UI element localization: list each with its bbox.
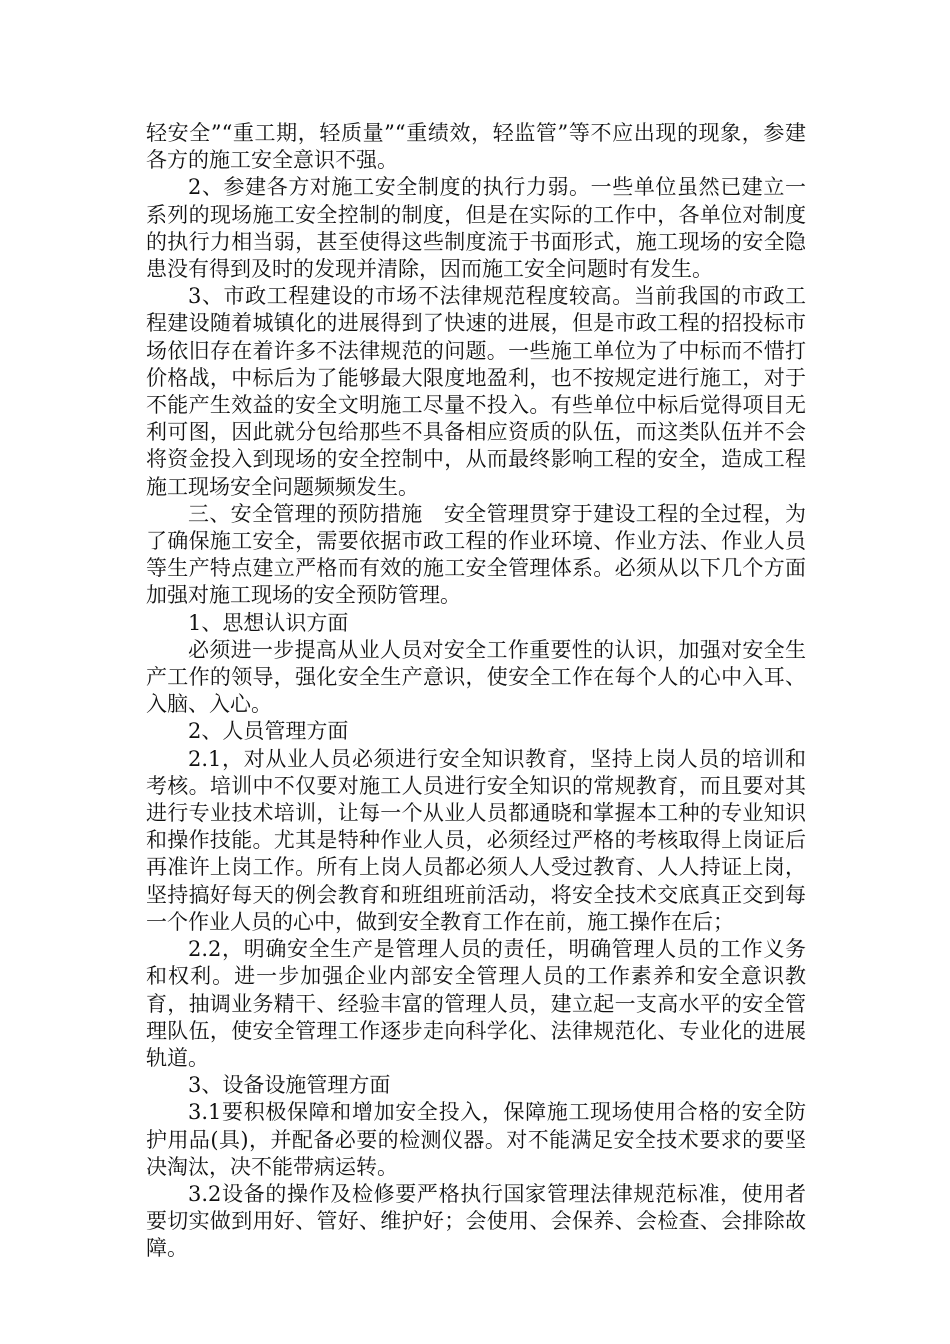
heading-ideology: 1、思想认识方面 [188,610,349,635]
paragraph-personnel-2-2: 2.2，明确安全生产是管理人员的责任，明确管理人员的工作义务和权利。进一步加强企业内部安全管理人员的工作素养和安全意识教育，抽调业务精干、经验丰富的管理人员，建立起一支高水平的安全管理队伍，使安全管理工作逐步走向科学化、法律规范化、专业化的进展轨道。 [146,937,806,1070]
paragraph-ideology: 必须进一步提高从业人员对安全工作重要性的认识，加强对安全生产工作的领导，强化安全生产意识，使安全工作在每个人的心中入耳、入脑、入心。 [146,637,806,717]
document-body [146,120,806,1263]
paragraph-market-irregular: 3、市政工程建设的市场不法律规范程度较高。当前我国的市政工程建设随着城镇化的进展得到了快速的进展，但是市政工程的招投标市场依旧存在着许多不法律规范的问题。一些施工单位为了中标而不惜打价格战，中标后为了能够最大限度地盈利，也不按规定进行施工，对于不能产生效益的安全文明施工尽量不投入。有些单位中标后觉得项目无利可图，因此就分包给那些不具备相应资质的队伍，而这类队伍并不会将资金投入到现场的安全控制中，从而最终影响工程的安全，造成工程施工现场安全问题频频发生。 [146,284,806,499]
paragraph-enforcement-weak: 2、参建各方对施工安全制度的执行力弱。一些单位虽然已建立一系列的现场施工安全控制的制度，但是在实际的工作中，各单位对制度的执行力相当弱，甚至使得这些制度流于书面形式，施工现场的安全隐患没有得到及时的发现并清除，因而施工安全问题时有发生。 [146,175,806,282]
heading-personnel: 2、人员管理方面 [188,719,349,744]
heading-equipment: 3、设备设施管理方面 [188,1073,391,1098]
paragraph-equipment-3-2: 3.2设备的操作及检修要严格执行国家管理法律规范标准，使用者要切实做到用好、管好、维护好；会使用、会保养、会检查、会排除故障。 [146,1181,806,1261]
paragraph-personnel-2-1: 2.1，对从业人员必须进行安全知识教育，坚持上岗人员的培训和考核。培训中不仅要对施工人员进行安全知识的常规教育，而且要对其进行专业技术培训，让每一个从业人员都通晓和掌握本工种的专业知识和操作技能。尤其是特种作业人员，必须经过严格的考核取得上岗证后再准许上岗工作。所有上岗人员都必须人人受过教育、人人持证上岗，坚持搞好每天的例会教育和班组班前活动，将安全技术交底真正交到每一个作业人员的心中，做到安全教育工作在前，施工操作在后； [146,746,806,934]
paragraph-preventive-measures: 三、安全管理的预防措施 安全管理贯穿于建设工程的全过程，为了确保施工安全，需要依据市政工程的作业环境、作业方法、作业人员等生产特点建立严格而有效的施工安全管理体系。必须从以下几个方面加强对施工现场的安全预防管理。 [146,501,806,608]
paragraph-continuation: 轻安全”“重工期，轻质量”“重绩效，轻监管”等不应出现的现象，参建各方的施工安全意识不强。 [146,121,806,173]
paragraph-equipment-3-1: 3.1要积极保障和增加安全投入，保障施工现场使用合格的安全防护用品(具)，并配备必要的检测仪器。对不能满足安全技术要求的要坚决淘汰，决不能带病运转。 [146,1100,806,1179]
